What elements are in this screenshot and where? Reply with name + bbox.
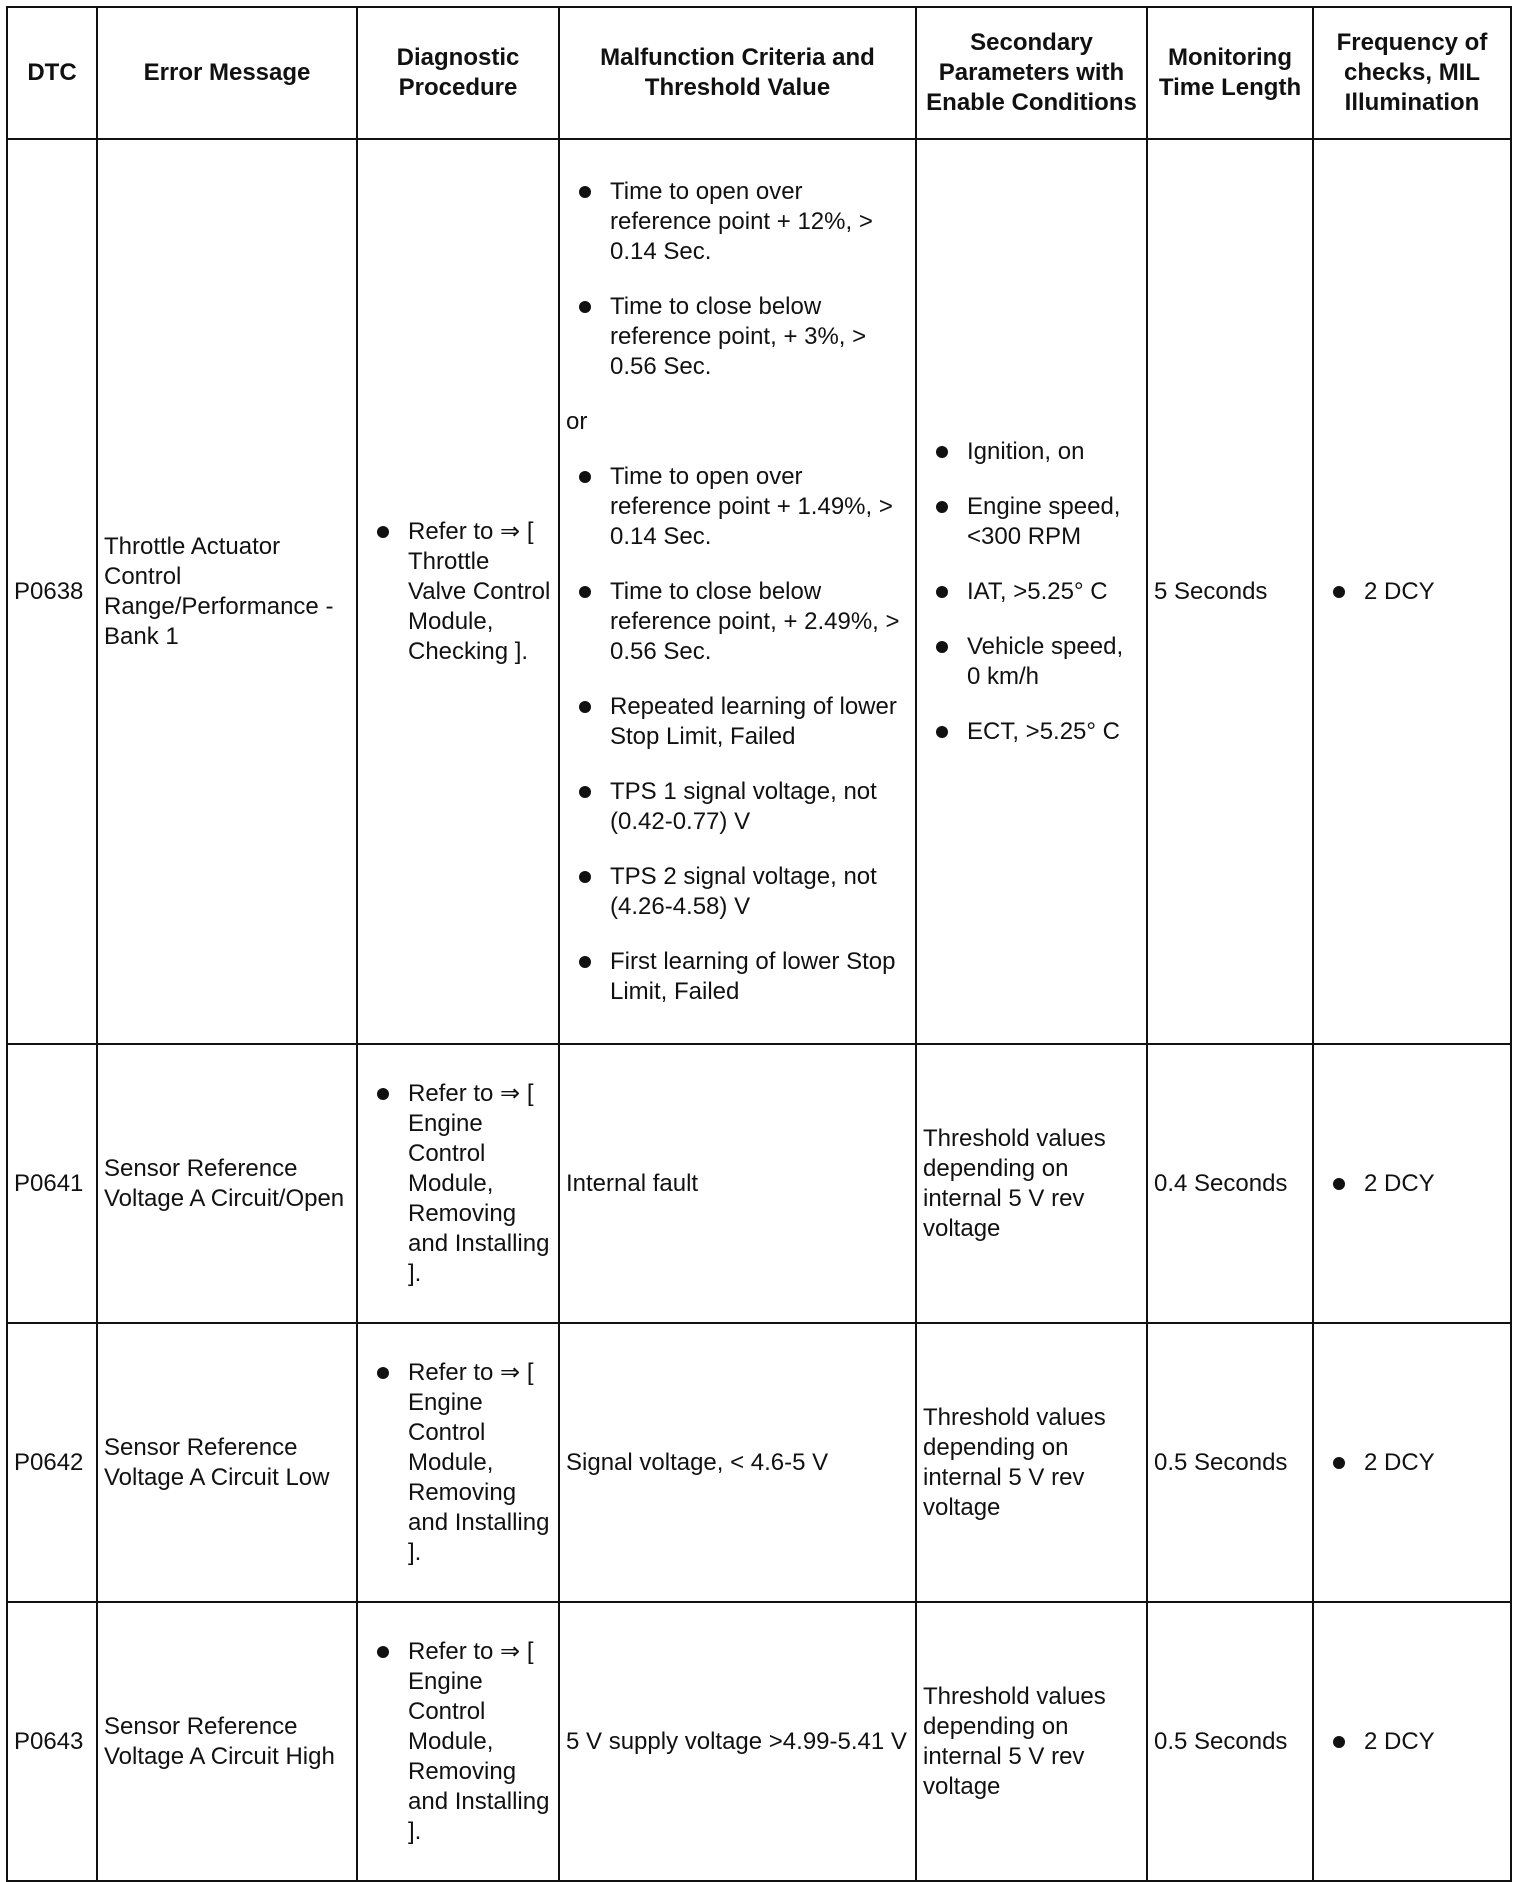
malfunction-criteria: Internal fault xyxy=(559,1044,916,1323)
criteria-item: TPS 2 signal voltage, not (4.26-4.58) V xyxy=(566,862,909,922)
monitoring-time: 0.5 Seconds xyxy=(1147,1323,1313,1602)
secondary-parameters: Threshold values depending on internal 5 V rev voltage xyxy=(916,1323,1147,1602)
criteria-item: Time to open over reference point + 12%, > 0.14 Sec. xyxy=(566,177,909,267)
procedure-reference: Refer to ⇒ [ Throttle Valve Control Module, Checking ]. xyxy=(364,517,552,667)
table-row xyxy=(7,1044,1511,1323)
monitoring-time: 0.5 Seconds xyxy=(1147,1602,1313,1881)
diagnostic-procedure xyxy=(357,1602,559,1881)
procedure-reference: Refer to ⇒ [ Engine Control Module, Removing and Installing ]. xyxy=(364,1358,552,1568)
frequency-value: 2 DCY xyxy=(1320,577,1504,607)
header-secondary-parameters: Secondary Parameters with Enable Conditions xyxy=(916,7,1147,139)
monitoring-time: 0.4 Seconds xyxy=(1147,1044,1313,1323)
frequency xyxy=(1313,139,1511,1044)
header-frequency: Frequency of checks, MIL Illumination xyxy=(1313,7,1511,139)
parameter-item: Engine speed, <300 RPM xyxy=(923,492,1140,552)
malfunction-criteria: 5 V supply voltage >4.99-5.41 V xyxy=(559,1602,916,1881)
frequency-value: 2 DCY xyxy=(1320,1448,1504,1478)
secondary-parameters: Threshold values depending on internal 5 V rev voltage xyxy=(916,1044,1147,1323)
secondary-parameters: Threshold values depending on internal 5 V rev voltage xyxy=(916,1602,1147,1881)
criteria-item: Time to close below reference point, + 3%, > 0.56 Sec. xyxy=(566,292,909,382)
procedure-reference: Refer to ⇒ [ Engine Control Module, Removing and Installing ]. xyxy=(364,1079,552,1289)
criteria-item: TPS 1 signal voltage, not (0.42-0.77) V xyxy=(566,777,909,837)
criteria-item: Repeated learning of lower Stop Limit, Failed xyxy=(566,692,909,752)
monitoring-time: 5 Seconds xyxy=(1147,139,1313,1044)
diagnostic-procedure xyxy=(357,1044,559,1323)
table-row xyxy=(7,139,1511,1044)
header-malfunction-criteria: Malfunction Criteria and Threshold Value xyxy=(559,7,916,139)
malfunction-criteria: Signal voltage, < 4.6-5 V xyxy=(559,1323,916,1602)
document-page xyxy=(6,6,1510,1868)
parameter-item: Vehicle speed, 0 km/h xyxy=(923,632,1140,692)
table-row xyxy=(7,1323,1511,1602)
header-monitoring-time: Monitoring Time Length xyxy=(1147,7,1313,139)
criteria-item: Time to close below reference point, + 2.49%, > 0.56 Sec. xyxy=(566,577,909,667)
error-message: Sensor Reference Voltage A Circuit/Open xyxy=(97,1044,357,1323)
header-diagnostic-procedure: Diagnostic Procedure xyxy=(357,7,559,139)
error-message: Sensor Reference Voltage A Circuit High xyxy=(97,1602,357,1881)
error-message: Sensor Reference Voltage A Circuit Low xyxy=(97,1323,357,1602)
header-dtc: DTC xyxy=(7,7,97,139)
dtc-code: P0638 xyxy=(7,139,97,1044)
header-row xyxy=(7,7,1511,139)
frequency xyxy=(1313,1602,1511,1881)
procedure-reference: Refer to ⇒ [ Engine Control Module, Removing and Installing ]. xyxy=(364,1637,552,1847)
dtc-code: P0643 xyxy=(7,1602,97,1881)
secondary-parameters xyxy=(916,139,1147,1044)
dtc-code: P0642 xyxy=(7,1323,97,1602)
header-error-message: Error Message xyxy=(97,7,357,139)
table-row xyxy=(7,1602,1511,1881)
parameter-item: Ignition, on xyxy=(923,437,1140,467)
dtc-table xyxy=(6,6,1512,1882)
frequency xyxy=(1313,1323,1511,1602)
frequency xyxy=(1313,1044,1511,1323)
diagnostic-procedure xyxy=(357,1323,559,1602)
error-message: Throttle Actuator Control Range/Performance - Bank 1 xyxy=(97,139,357,1044)
dtc-code: P0641 xyxy=(7,1044,97,1323)
criteria-or: or xyxy=(566,407,588,435)
criteria-item: Time to open over reference point + 1.49%, > 0.14 Sec. xyxy=(566,462,909,552)
frequency-value: 2 DCY xyxy=(1320,1169,1504,1199)
parameter-item: IAT, >5.25° C xyxy=(923,577,1140,607)
criteria-item: First learning of lower Stop Limit, Failed xyxy=(566,947,909,1007)
malfunction-criteria xyxy=(559,139,916,1044)
diagnostic-procedure xyxy=(357,139,559,1044)
frequency-value: 2 DCY xyxy=(1320,1727,1504,1757)
parameter-item: ECT, >5.25° C xyxy=(923,717,1140,747)
